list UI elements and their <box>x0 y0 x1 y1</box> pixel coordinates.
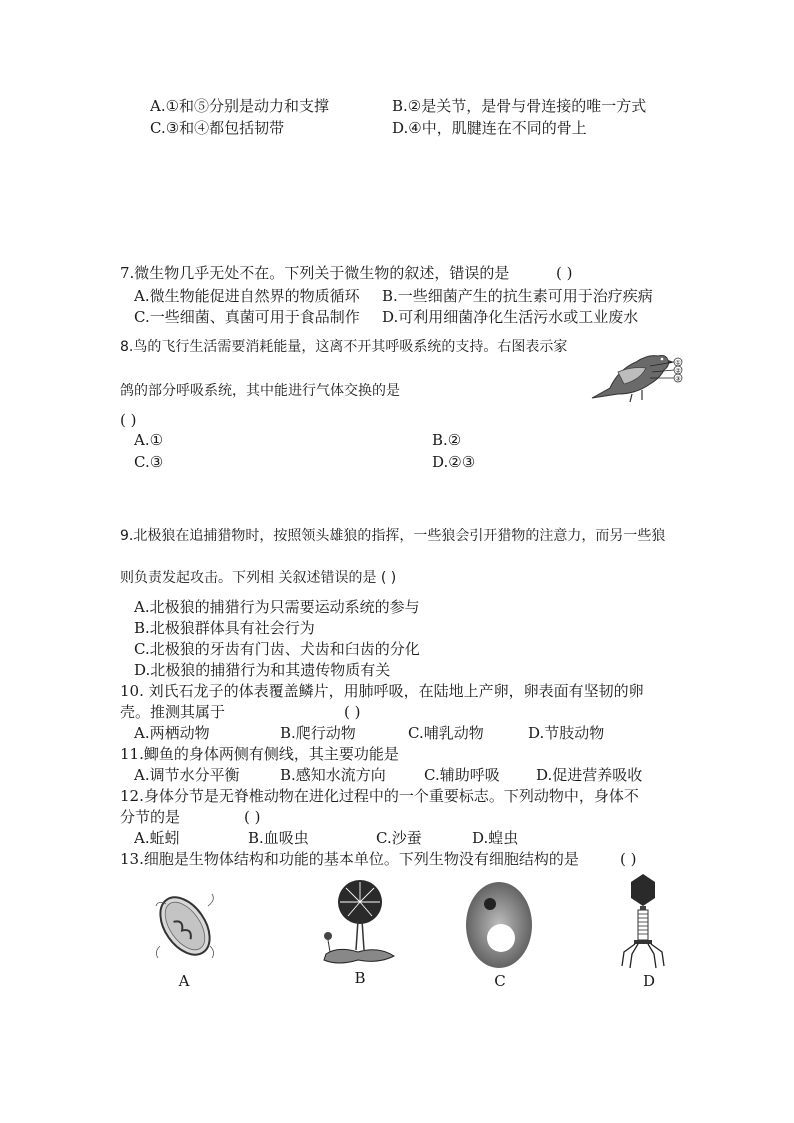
q6-option-a: A.①和⑤分别是动力和支撑 <box>150 97 330 115</box>
q12-answer-paren: ( ) <box>244 808 261 826</box>
q10-option-d: D.节肢动物 <box>528 724 605 742</box>
q8-option-b: B.② <box>432 431 462 449</box>
q9-option-a: A.北极狼的捕猎行为只需要运动系统的参与 <box>134 598 420 616</box>
q8-stem-line2: 鸽的部分呼吸系统，其中能进行气体交换的是 <box>120 383 400 399</box>
q10-stem-line2: 壳。推测其属于 <box>120 703 226 721</box>
fig-mark-2: ② <box>675 367 681 375</box>
q11-option-a: A.调节水分平衡 <box>134 766 240 784</box>
q10-answer-paren: ( ) <box>344 703 361 721</box>
q8-option-d: D.②③ <box>432 453 476 471</box>
q9-option-c: C.北极狼的牙齿有门齿、犬齿和臼齿的分化 <box>134 640 420 658</box>
pigeon-respiratory-figure <box>588 348 688 404</box>
bacteriophage-figure <box>618 872 668 970</box>
q7-option-c: C.一些细菌、真菌可用于食品制作 <box>134 308 360 326</box>
q6-option-c: C.③和④都包括韧带 <box>150 119 285 137</box>
fig-mark-1: ① <box>675 359 681 367</box>
fig-mark-3: ③ <box>675 375 681 383</box>
q12-stem-line1: 12.身体分节是无脊椎动物在进化过程中的一个重要标志。下列动物中，身体不 <box>120 787 639 805</box>
q9-option-b: B.北极狼群体具有社会行为 <box>134 619 315 637</box>
q12-stem-line2: 分节的是 <box>120 808 181 826</box>
q11-option-c: C.辅助呼吸 <box>424 766 500 784</box>
q8-option-a: A.① <box>134 431 164 449</box>
q6-option-b: B.②是关节，是骨与骨连接的唯一方式 <box>392 97 647 115</box>
q8-option-c: C.③ <box>134 453 164 471</box>
q13-stem: 13.细胞是生物体结构和功能的基本单位。下列生物没有细胞结构的是 <box>120 850 579 868</box>
q11-option-b: B.感知水流方向 <box>280 766 386 784</box>
q7-option-a: A.微生物能促进自然界的物质循环 <box>134 287 360 305</box>
q11-stem: 11.鲫鱼的身体两侧有侧线，其主要功能是 <box>120 745 399 763</box>
q12-option-c: C.沙蚕 <box>376 829 422 847</box>
q10-stem-line1: 10. 刘氏石龙子的体表覆盖鳞片，用肺呼吸，在陆地上产卵，卵表面有坚韧的卵 <box>120 682 644 700</box>
q13-answer-paren: ( ) <box>620 850 637 868</box>
q6-option-d: D.④中，肌腱连在不同的骨上 <box>392 119 587 137</box>
q9-stem-line2: 则负责发起攻击。下列相 关叙述错误的是 ( ) <box>120 570 397 586</box>
q10-option-c: C.哺乳动物 <box>408 724 484 742</box>
figure-label-c: C <box>494 972 506 990</box>
q7-answer-paren: ( ) <box>556 264 573 282</box>
q12-option-b: B.血吸虫 <box>248 829 309 847</box>
figure-label-a: A <box>178 972 190 990</box>
mold-figure <box>318 876 398 970</box>
q7-option-d: D.可利用细菌净化生活污水或工业废水 <box>382 308 639 326</box>
yeast-cell-figure <box>462 878 536 972</box>
q7-option-b: B.一些细菌产生的抗生素可用于治疗疾病 <box>382 287 653 305</box>
q8-answer-paren: ( ) <box>120 411 137 429</box>
q10-option-b: B.爬行动物 <box>280 724 356 742</box>
q10-option-a: A.两栖动物 <box>134 724 210 742</box>
bacterium-figure <box>150 886 220 966</box>
q12-option-d: D.蝗虫 <box>472 829 519 847</box>
figure-label-d: D <box>642 972 656 990</box>
figure-label-b: B <box>354 969 366 987</box>
q7-stem: 7.微生物几乎无处不在。下列关于微生物的叙述，错误的是 <box>120 264 510 282</box>
q9-stem-line1: 9.北极狼在追捕猎物时，按照领头雄狼的指挥，一些狼会引开猎物的注意力，而另一些狼 <box>120 528 666 544</box>
q8-stem-line1: 8.鸟的飞行生活需要消耗能量，这离不开其呼吸系统的支持。右图表示家 <box>120 339 568 355</box>
q12-option-a: A.蚯蚓 <box>134 829 180 847</box>
q9-option-d: D.北极狼的捕猎行为和其遗传物质有关 <box>134 661 391 679</box>
q11-option-d: D.促进营养吸收 <box>536 766 643 784</box>
